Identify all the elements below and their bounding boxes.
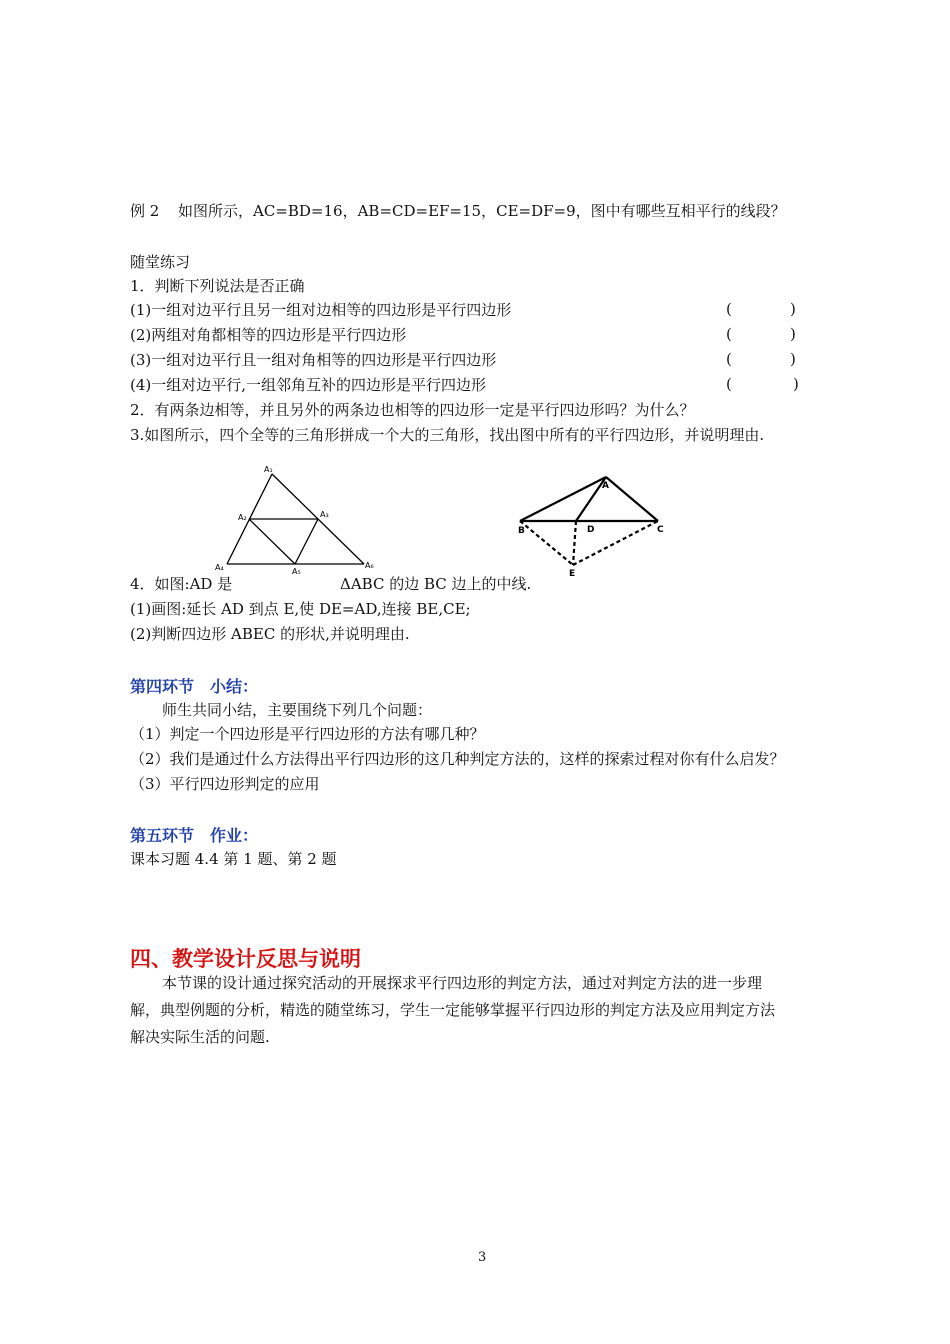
- section-5-text: 课本习题 4.4 第 1 题、第 2 题: [130, 850, 337, 868]
- figure2-edge: [606, 477, 658, 521]
- answer-close-3: ): [790, 350, 796, 368]
- label-a6: A₆: [365, 561, 374, 570]
- answer-open-2: (: [726, 325, 732, 343]
- figure1-edge: [295, 519, 318, 564]
- label-d: D: [587, 525, 595, 535]
- part-4-line-1: 本节课的设计通过探究活动的开展探求平行四边形的判定方法，通过对判定方法的进一步理: [162, 974, 763, 992]
- triangle-figure: [212, 464, 382, 580]
- figure2-dashed-edge: [573, 521, 576, 565]
- page-number: 3: [478, 1250, 487, 1265]
- answer-close-1: ): [790, 300, 796, 318]
- question-4-step-2: (2)判断四边形 ABEC 的形状,并说明理由.: [130, 625, 410, 643]
- label-a1: A₁: [264, 465, 273, 474]
- label-b: B: [518, 526, 525, 536]
- question-4-part-a: 4．如图:AD 是: [130, 575, 233, 593]
- label-a2: A₂: [238, 513, 247, 522]
- question-3: 3.如图所示，四个全等的三角形拼成一个大的三角形，找出图中所有的平行四边形，并说明理由.: [130, 426, 765, 444]
- label-a4: A₄: [215, 563, 224, 572]
- part-4-line-2: 解，典型例题的分析，精选的随堂练习，学生一定能够掌握平行四边形的判定方法及应用判定方法: [130, 1001, 776, 1019]
- section-4-heading: 第四环节 小结：: [130, 677, 259, 696]
- question-4-step-1: (1)画图:延长 AD 到点 E,使 DE=AD,连接 BE,CE;: [130, 600, 471, 618]
- section-4-item-2: （2）我们是通过什么方法得出平行四边形的这几种判定方法的，这样的探索过程对你有什么启发？: [130, 750, 785, 768]
- section-5-heading: 第五环节 作业：: [130, 826, 259, 845]
- statement-2: (2)两组对角都相等的四边形是平行四边形: [130, 326, 407, 344]
- example-2-text: 如图所示，AC=BD=16，AB=CD=EF=15，CE=DF=9，图中有哪些互相平行的线段？: [178, 202, 786, 220]
- section-4-item-3: （3）平行四边形判定的应用: [130, 775, 320, 793]
- statement-4: (4)一组对边平行,一组邻角互补的四边形是平行四边形: [130, 376, 487, 394]
- label-a5: A₅: [292, 567, 301, 576]
- label-c: C: [657, 525, 664, 535]
- answer-open-1: (: [726, 300, 732, 318]
- part-4-heading: 四、教学设计反思与说明: [130, 946, 361, 971]
- figure2-edge: [520, 477, 606, 521]
- answer-close-2: ): [790, 325, 796, 343]
- answer-open-3: (: [726, 350, 732, 368]
- label-e: E: [569, 569, 576, 579]
- question-4-part-b: ΔABC 的边 BC 边上的中线.: [340, 575, 532, 593]
- part-4-line-3: 解决实际生活的问题.: [130, 1028, 270, 1046]
- section-4-item-1: （1）判定一个四边形是平行四边形的方法有哪几种？: [130, 725, 485, 743]
- figure1-edge: [249, 519, 295, 564]
- section-4-intro: 师生共同小结，主要围绕下列几个问题：: [162, 701, 433, 719]
- practice-title: 随堂练习: [130, 253, 191, 271]
- figure2-dashed-edge: [520, 521, 573, 565]
- question-1: 1．判断下列说法是否正确: [130, 277, 305, 295]
- answer-close-4: ): [793, 375, 799, 393]
- statement-3: (3)一组对边平行且一组对角相等的四边形是平行四边形: [130, 351, 497, 369]
- example-2-label: 例 2: [130, 202, 160, 220]
- label-a: A: [602, 481, 609, 491]
- label-a3: A₃: [320, 510, 329, 519]
- statement-1: (1)一组对边平行且另一组对边相等的四边形是平行四边形: [130, 301, 512, 319]
- answer-open-4: (: [726, 375, 732, 393]
- figure2-dashed-edge: [573, 521, 658, 565]
- question-2: 2．有两条边相等，并且另外的两条边也相等的四边形一定是平行四边形吗？为什么？: [130, 401, 695, 419]
- parallelogram-figure: [510, 470, 670, 580]
